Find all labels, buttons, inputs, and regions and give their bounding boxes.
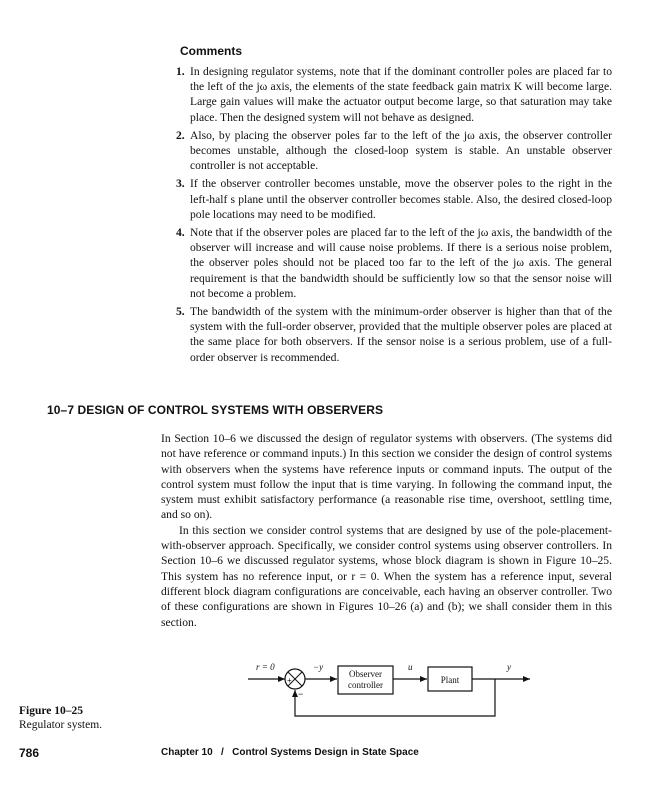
comment-item: [176, 304, 612, 365]
comments-list: [176, 64, 612, 368]
figure-label: Figure 10–25: [19, 705, 83, 717]
input-label: r = 0: [256, 662, 275, 672]
section-body: [161, 431, 612, 630]
comment-text: Also, by placing the observer poles far to the left of the jω axis, the observer controller becomes unstable, although the closed-loop system is stable. An unstable observer controller is not acceptable.: [190, 128, 612, 173]
y-label: y: [507, 662, 511, 672]
comment-text: If the observer controller becomes unstable, move the observer poles to the right in the left-half s plane until the observer controller becomes stable. Also, the desired closed-loop pole locations may need to be modified.: [190, 177, 612, 221]
running-footer: Chapter 10 / Control Systems Design in State Space: [161, 747, 419, 758]
section-paragraph-2: In this section we consider control systems that are designed by use of the pole-placement-with-observer approach. Specifically, we consider control systems using observer controllers. In Section 10–6 we discussed regulator systems, whose block diagram is shown in Figure 10–25. This system has no reference input, or r = 0. When the system has a reference input, several different block diagram configurations are conceivable, each having an observer controller. Two of these configurations are shown in Figures 10–26 (a) and (b); we shall consider them in this section.: [161, 523, 612, 629]
comment-item: [176, 128, 612, 174]
page-number: 786: [19, 746, 40, 760]
u-label: u: [408, 662, 413, 672]
comment-item: [176, 64, 612, 125]
comment-text: Note that if the observer poles are placed far to the left of the jω axis, the bandwidth of the observer will increase and will cause noise problems. If there is a serious noise problem, the observer poles should not be placed too far to the left of the jω axis. The general requirement is that the bandwidth should be sufficiently low so that the sensor noise will not become a problem.: [190, 226, 612, 300]
comment-number: 3.: [176, 177, 185, 191]
controller-label: controller: [348, 680, 383, 690]
neg-y-label: −y: [313, 662, 324, 672]
comment-number: 1.: [176, 65, 185, 78]
comment-number: 4.: [176, 226, 185, 240]
comment-item: [176, 225, 612, 301]
section-heading: 10–7 DESIGN OF CONTROL SYSTEMS WITH OBSERVERS: [47, 403, 384, 417]
comment-number: 5.: [176, 305, 185, 319]
comment-number: 2.: [176, 128, 185, 142]
sum-plus-sign: +: [287, 676, 292, 685]
figure-caption: [19, 704, 102, 732]
comments-title: Comments: [180, 44, 243, 58]
comment-text: The bandwidth of the system with the minimum-order observer is higher than that of the system with the full-order observer, provided that the multiple observer poles are placed at the same place for both observers. If the sensor noise is a serious problem, use of a full-order observer is recommended.: [190, 305, 612, 364]
comment-item: [176, 176, 612, 222]
section-paragraph-1: In Section 10–6 we discussed the design of regulator systems with observers. (The systems did not have reference or command inputs.) In this section we consider the design of control systems with observers when the systems have reference inputs or command inputs. The output of the control system must follow the input that is time varying. In following the command input, the system must exhibit satisfactory performance (a reasonable rise time, overshoot, settling time, and so on).: [161, 432, 612, 522]
regulator-block-diagram: [240, 658, 540, 738]
plant-label: Plant: [440, 675, 460, 685]
figure-caption-text: Regulator system.: [19, 719, 103, 731]
comment-text: In designing regulator systems, note that if the dominant controller poles are placed far to the left of the jω axis, the elements of the state feedback gain matrix K will become large. Large gain values will make the actuator output become large, so that saturation may take place. Then the designed system will not behave as designed.: [190, 65, 612, 124]
observer-label: Observer: [349, 669, 382, 679]
sum-minus-sign: −: [298, 689, 304, 699]
